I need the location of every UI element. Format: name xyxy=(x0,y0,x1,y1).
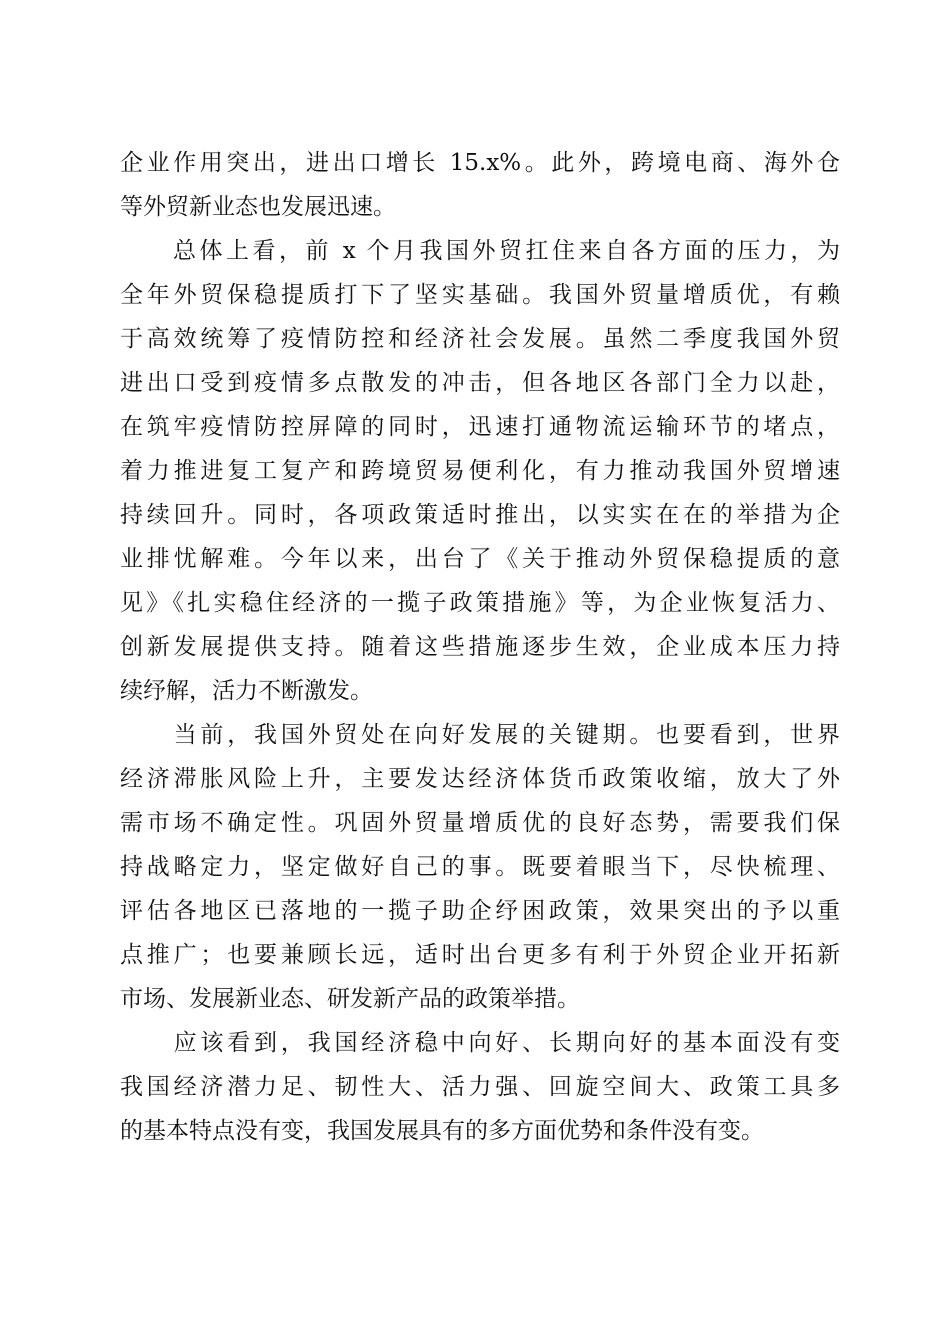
text-line: 着力推进复工复产和跨境贸易便利化，有力推动我国外贸增速 xyxy=(120,458,840,484)
text-line: 需市场不确定性。巩固外贸量增质优的良好态势，需要我们保 xyxy=(120,810,840,836)
text-line: 续纾解，活力不断激发。 xyxy=(120,678,373,704)
text-line: 持续回升。同时，各项政策适时推出，以实实在在的举措为企 xyxy=(120,502,840,528)
text-line: 经济滞胀风险上升，主要发达经济体货币政策收缩，放大了外 xyxy=(120,766,840,792)
paragraph-2 xyxy=(120,229,840,713)
text-line: 业排忧解难。今年以来，出台了《关于推动外贸保稳提质的意 xyxy=(120,546,840,572)
text-line: 全年外贸保稳提质打下了坚实基础。我国外贸量增质优，有赖 xyxy=(120,282,840,308)
text-line: 等外贸新业态也发展迅速。 xyxy=(120,194,396,220)
document-body xyxy=(120,141,840,1153)
text-line: 创新发展提供支持。随着这些措施逐步生效，企业成本压力持 xyxy=(120,634,840,660)
text-line: 我国经济潜力足、韧性大、活力强、回旋空间大、政策工具多 xyxy=(120,1074,840,1100)
paragraph-3 xyxy=(120,713,840,1021)
text-line: 当前，我国外贸处在向好发展的关键期。也要看到，世界 xyxy=(120,722,840,748)
text-line: 评估各地区已落地的一揽子助企纾困政策，效果突出的予以重 xyxy=(120,898,840,924)
paragraph-4 xyxy=(120,1021,840,1153)
text-line: 持战略定力，坚定做好自己的事。既要着眼当下，尽快梳理、 xyxy=(120,854,840,880)
text-line: 企业作用突出，进出口增长 15.x%。此外，跨境电商、海外仓 xyxy=(120,150,840,176)
text-line: 应该看到，我国经济稳中向好、长期向好的基本面没有变 xyxy=(120,1030,840,1056)
text-line: 总体上看，前 x 个月我国外贸扛住来自各方面的压力，为 xyxy=(120,238,840,264)
text-line: 见》《扎实稳住经济的一揽子政策措施》等，为企业恢复活力、 xyxy=(120,590,840,616)
text-line: 在筑牢疫情防控屏障的同时，迅速打通物流运输环节的堵点， xyxy=(120,414,840,440)
text-line: 点推广；也要兼顾长远，适时出台更多有利于外贸企业开拓新 xyxy=(120,942,840,968)
text-line: 市场、发展新业态、研发新产品的政策举措。 xyxy=(120,986,580,1012)
text-line: 进出口受到疫情多点散发的冲击，但各地区各部门全力以赴， xyxy=(120,370,840,396)
paragraph-1 xyxy=(120,141,840,229)
text-line: 于高效统筹了疫情防控和经济社会发展。虽然二季度我国外贸 xyxy=(120,326,840,352)
text-line: 的基本特点没有变，我国发展具有的多方面优势和条件没有变。 xyxy=(120,1118,764,1144)
